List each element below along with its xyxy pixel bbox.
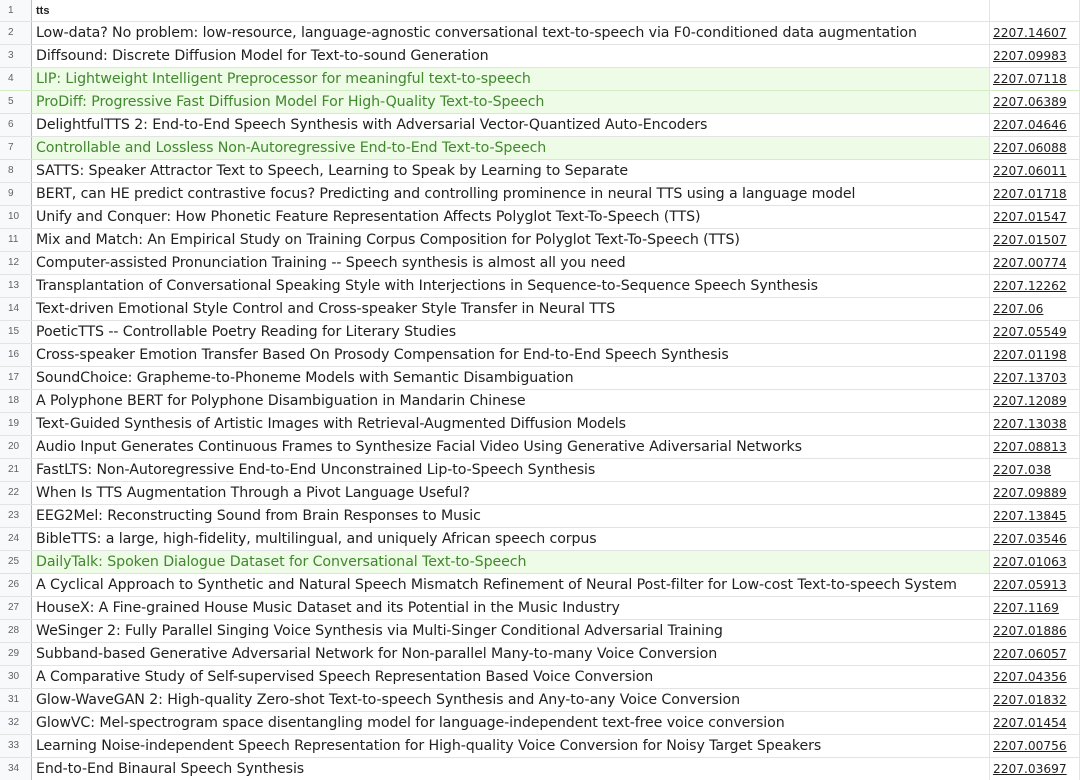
table-row — [0, 597, 1080, 620]
table-row — [0, 712, 1080, 735]
row-number[interactable]: 17 — [0, 367, 32, 389]
table-row — [0, 643, 1080, 666]
arxiv-id-link[interactable]: 2207.04646 — [990, 114, 1080, 136]
arxiv-id-link[interactable]: 2207.03546 — [990, 528, 1080, 550]
table-row — [0, 367, 1080, 390]
arxiv-id-link[interactable]: 2207.09983 — [990, 45, 1080, 67]
arxiv-id-link[interactable]: 2207.06389 — [990, 91, 1080, 113]
paper-title-cell[interactable]: A Polyphone BERT for Polyphone Disambiguation in Mandarin Chinese — [32, 390, 990, 412]
row-number[interactable]: 15 — [0, 321, 32, 343]
arxiv-id-link[interactable]: 2207.14607 — [990, 22, 1080, 44]
paper-title-cell[interactable]: Low-data? No problem: low-resource, language-agnostic conversational text-to-speech via F0-conditioned data augmentation — [32, 22, 990, 44]
table-row — [0, 160, 1080, 183]
arxiv-id-link[interactable]: 2207.12089 — [990, 390, 1080, 412]
table-row — [0, 229, 1080, 252]
row-number[interactable]: 2 — [0, 22, 32, 44]
row-number[interactable]: 25 — [0, 551, 32, 573]
paper-title-cell[interactable]: WeSinger 2: Fully Parallel Singing Voice Synthesis via Multi-Singer Conditional Adversarial Training — [32, 620, 990, 642]
paper-title-cell[interactable]: DailyTalk: Spoken Dialogue Dataset for Conversational Text-to-Speech — [32, 551, 990, 573]
table-row — [0, 436, 1080, 459]
arxiv-id-link[interactable]: 2207.13703 — [990, 367, 1080, 389]
arxiv-id-link[interactable]: 2207.01063 — [990, 551, 1080, 573]
table-row — [0, 528, 1080, 551]
row-number[interactable]: 27 — [0, 597, 32, 619]
row-number[interactable]: 31 — [0, 689, 32, 711]
row-number[interactable]: 9 — [0, 183, 32, 205]
paper-title-cell[interactable]: DelightfulTTS 2: End-to-End Speech Synthesis with Adversarial Vector-Quantized Auto-Encoders — [32, 114, 990, 136]
table-row — [0, 551, 1080, 574]
arxiv-id-link[interactable]: 2207.12262 — [990, 275, 1080, 297]
row-number[interactable]: 5 — [0, 91, 32, 113]
paper-title-cell[interactable]: A Comparative Study of Self-supervised Speech Representation Based Voice Conversion — [32, 666, 990, 688]
row-number[interactable]: 8 — [0, 160, 32, 182]
arxiv-id-link[interactable]: 2207.00774 — [990, 252, 1080, 274]
row-number[interactable]: 12 — [0, 252, 32, 274]
paper-title-cell[interactable]: SoundChoice: Grapheme-to-Phoneme Models with Semantic Disambiguation — [32, 367, 990, 389]
table-row — [0, 482, 1080, 505]
paper-title-cell[interactable]: Glow-WaveGAN 2: High-quality Zero-shot Text-to-speech Synthesis and Any-to-any Voice Conversion — [32, 689, 990, 711]
table-row — [0, 666, 1080, 689]
row-number[interactable]: 23 — [0, 505, 32, 527]
arxiv-id-link[interactable]: 2207.05549 — [990, 321, 1080, 343]
row-number[interactable]: 22 — [0, 482, 32, 504]
paper-title-cell[interactable]: Subband-based Generative Adversarial Network for Non-parallel Many-to-many Voice Conversion — [32, 643, 990, 665]
table-row — [0, 344, 1080, 367]
row-number[interactable]: 14 — [0, 298, 32, 320]
empty-header-cell[interactable] — [990, 0, 1080, 21]
row-number[interactable]: 32 — [0, 712, 32, 734]
arxiv-id-link[interactable]: 2207.05913 — [990, 574, 1080, 596]
table-row — [0, 620, 1080, 643]
arxiv-id-link[interactable]: 2207.038 — [990, 459, 1080, 481]
paper-title-cell[interactable]: Unify and Conquer: How Phonetic Feature Representation Affects Polyglot Text-To-Speech (TTS) — [32, 206, 990, 228]
header-cell[interactable]: tts — [32, 0, 990, 21]
table-row — [0, 22, 1080, 45]
header-row — [0, 0, 1080, 22]
arxiv-id-link[interactable]: 2207.13038 — [990, 413, 1080, 435]
paper-title-cell[interactable]: HouseX: A Fine-grained House Music Dataset and its Potential in the Music Industry — [32, 597, 990, 619]
arxiv-id-link[interactable]: 2207.01454 — [990, 712, 1080, 734]
table-row — [0, 574, 1080, 597]
paper-title-cell[interactable]: Text-driven Emotional Style Control and Cross-speaker Style Transfer in Neural TTS — [32, 298, 990, 320]
row-number[interactable]: 1 — [0, 0, 32, 21]
arxiv-id-link[interactable]: 2207.06 — [990, 298, 1080, 320]
paper-title-cell[interactable]: PoeticTTS -- Controllable Poetry Reading for Literary Studies — [32, 321, 990, 343]
paper-title-cell[interactable]: LIP: Lightweight Intelligent Preprocessor for meaningful text-to-speech — [32, 68, 990, 90]
table-row — [0, 735, 1080, 758]
paper-title-cell[interactable]: FastLTS: Non-Autoregressive End-to-End Unconstrained Lip-to-Speech Synthesis — [32, 459, 990, 481]
row-number[interactable]: 33 — [0, 735, 32, 757]
row-number[interactable]: 19 — [0, 413, 32, 435]
table-row — [0, 68, 1080, 91]
row-number[interactable]: 7 — [0, 137, 32, 159]
arxiv-id-link[interactable]: 2207.00756 — [990, 735, 1080, 757]
table-row — [0, 459, 1080, 482]
table-row — [0, 413, 1080, 436]
paper-title-cell[interactable]: Transplantation of Conversational Speaking Style with Interjections in Sequence-to-Sequence Speech Synthesis — [32, 275, 990, 297]
row-number[interactable]: 24 — [0, 528, 32, 550]
table-row — [0, 252, 1080, 275]
arxiv-id-link[interactable]: 2207.01718 — [990, 183, 1080, 205]
paper-title-cell[interactable]: SATTS: Speaker Attractor Text to Speech, Learning to Speak by Learning to Separate — [32, 160, 990, 182]
row-number[interactable]: 13 — [0, 275, 32, 297]
row-number[interactable]: 28 — [0, 620, 32, 642]
row-number[interactable]: 26 — [0, 574, 32, 596]
paper-title-cell[interactable]: Computer-assisted Pronunciation Training -- Speech synthesis is almost all you need — [32, 252, 990, 274]
paper-title-cell[interactable]: EEG2Mel: Reconstructing Sound from Brain Responses to Music — [32, 505, 990, 527]
paper-title-cell[interactable]: End-to-End Binaural Speech Synthesis — [32, 758, 990, 780]
arxiv-id-link[interactable]: 2207.03697 — [990, 758, 1080, 780]
paper-title-cell[interactable]: BibleTTS: a large, high-fidelity, multilingual, and uniquely African speech corpus — [32, 528, 990, 550]
row-number[interactable]: 29 — [0, 643, 32, 665]
arxiv-id-link[interactable]: 2207.01507 — [990, 229, 1080, 251]
arxiv-id-link[interactable]: 2207.01198 — [990, 344, 1080, 366]
paper-title-cell[interactable]: Diffsound: Discrete Diffusion Model for Text-to-sound Generation — [32, 45, 990, 67]
data-rows — [0, 22, 1080, 780]
table-row — [0, 183, 1080, 206]
arxiv-id-link[interactable]: 2207.04356 — [990, 666, 1080, 688]
paper-title-cell[interactable]: GlowVC: Mel-spectrogram space disentangling model for language-independent text-free voice conversion — [32, 712, 990, 734]
paper-title-cell[interactable]: Text-Guided Synthesis of Artistic Images with Retrieval-Augmented Diffusion Models — [32, 413, 990, 435]
table-row — [0, 114, 1080, 137]
row-number[interactable]: 11 — [0, 229, 32, 251]
paper-title-cell[interactable]: Learning Noise-independent Speech Representation for High-quality Voice Conversion for Noisy Target Speakers — [32, 735, 990, 757]
row-number[interactable]: 4 — [0, 68, 32, 90]
table-row — [0, 275, 1080, 298]
table-row — [0, 45, 1080, 68]
paper-title-cell[interactable]: Mix and Match: An Empirical Study on Training Corpus Composition for Polyglot Text-To-Speech (TTS) — [32, 229, 990, 251]
arxiv-id-link[interactable]: 2207.01547 — [990, 206, 1080, 228]
row-number[interactable]: 20 — [0, 436, 32, 458]
paper-title-cell[interactable]: Controllable and Lossless Non-Autoregressive End-to-End Text-to-Speech — [32, 137, 990, 159]
arxiv-id-link[interactable]: 2207.09889 — [990, 482, 1080, 504]
row-number[interactable]: 34 — [0, 758, 32, 780]
table-row — [0, 321, 1080, 344]
row-number[interactable]: 16 — [0, 344, 32, 366]
paper-title-cell[interactable]: Audio Input Generates Continuous Frames to Synthesize Facial Video Using Generative Adiversarial Networks — [32, 436, 990, 458]
table-row — [0, 91, 1080, 114]
row-number[interactable]: 3 — [0, 45, 32, 67]
arxiv-id-link[interactable]: 2207.06057 — [990, 643, 1080, 665]
table-row — [0, 505, 1080, 528]
row-number[interactable]: 10 — [0, 206, 32, 228]
arxiv-id-link[interactable]: 2207.01832 — [990, 689, 1080, 711]
arxiv-id-link[interactable]: 2207.13845 — [990, 505, 1080, 527]
table-row — [0, 206, 1080, 229]
arxiv-id-link[interactable]: 2207.1169 — [990, 597, 1080, 619]
table-row — [0, 689, 1080, 712]
arxiv-id-link[interactable]: 2207.01886 — [990, 620, 1080, 642]
paper-title-cell[interactable]: BERT, can HE predict contrastive focus? Predicting and controlling prominence in neural TTS using a language model — [32, 183, 990, 205]
paper-title-cell[interactable]: Cross-speaker Emotion Transfer Based On Prosody Compensation for End-to-End Speech Synthesis — [32, 344, 990, 366]
table-row — [0, 298, 1080, 321]
arxiv-id-link[interactable]: 2207.08813 — [990, 436, 1080, 458]
paper-title-cell[interactable]: When Is TTS Augmentation Through a Pivot Language Useful? — [32, 482, 990, 504]
table-row — [0, 137, 1080, 160]
arxiv-id-link[interactable]: 2207.06088 — [990, 137, 1080, 159]
arxiv-id-link[interactable]: 2207.07118 — [990, 68, 1080, 90]
paper-title-cell[interactable]: A Cyclical Approach to Synthetic and Natural Speech Mismatch Refinement of Neural Post-filter for Low-cost Text-to-speech System — [32, 574, 990, 596]
table-row — [0, 390, 1080, 413]
table-row — [0, 758, 1080, 780]
paper-title-cell[interactable]: ProDiff: Progressive Fast Diffusion Model For High-Quality Text-to-Speech — [32, 91, 990, 113]
row-number[interactable]: 30 — [0, 666, 32, 688]
row-number[interactable]: 21 — [0, 459, 32, 481]
row-number[interactable]: 6 — [0, 114, 32, 136]
arxiv-id-link[interactable]: 2207.06011 — [990, 160, 1080, 182]
row-number[interactable]: 18 — [0, 390, 32, 412]
